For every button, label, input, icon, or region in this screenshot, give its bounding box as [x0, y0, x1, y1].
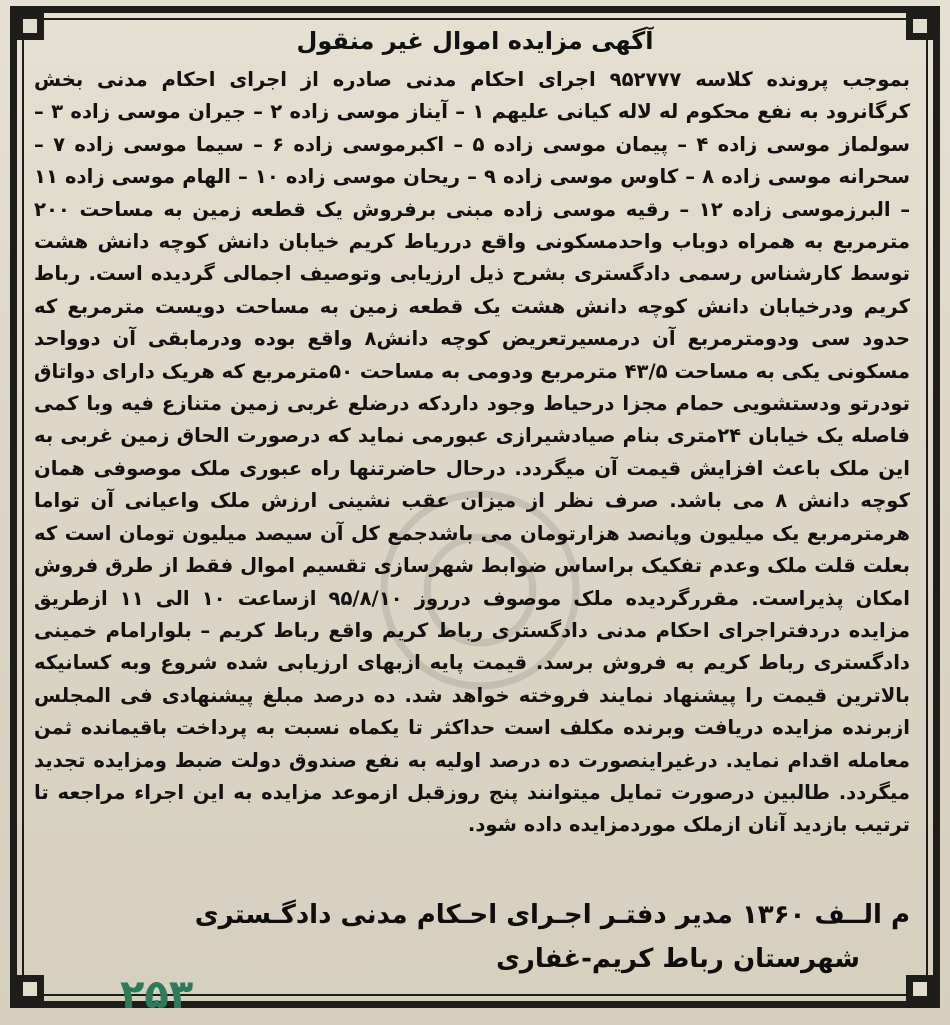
announcement-body: بموجب پرونده کلاسه ۹۵۲۷۷۷ اجرای احکام مدنی صادره از اجرای احکام مدنی بخش کرگانرود به نفع محکوم له لاله کیانی علیهم ۱ – آیناز موسی زاده ۲ – جیران موسی زاده ۳ – سولماز موسی زاده ۴ – پیمان موسی زاده ۵ – اکبرموسی زاده ۶ – سیما موسی زاده ۷ – سحرانه موسی زاده ۸ – کاوس موسی زاده ۹ – ریحان موسی زاده ۱۰ – الهام موسی زاده ۱۱ – البرزموسی زاده ۱۲ – رقیه موسی زاده مبنی برفروش یک قطعه زمین به مساحت ۲۰۰ مترمربع به همراه دوباب واحدمسکونی واقع درریاط کریم خیابان دانش کوچه دانش هشت توسط کارشناس رسمی دادگستری بشرح ذیل ارزیابی وتوصیف اجمالی گردیده است. رباط کریم ودرخیابان دانش کوچه دانش هشت یک قطعه زمین به مساحت دویست مترمربع که حدود سی ودومترمربع آن درمسیرتعریض کوچه دانش۸ واقع بوده ودرمابقی آن دوواحد مسکونی یکی به مساحت ۴۳/۵ مترمربع ودومی به مساحت ۵۰مترمربع که هریک دارای دواتاق تودرتو ودستشویی حمام مجزا درحیاط وجود داردکه درضلع غربی زمین متنازع فیه وبا کمی فاصله یک خیابان ۲۴متری بنام صیادشیرازی عبورمی نماید که درصورت الحاق زمین غربی به این ملک باعث افزایش قیمت آن میگردد. درحال حاضرتنها راه عبوری ملک موصوفی همان کوچه دانش ۸ می باشد. صرف نظر از میزان عقب نشینی ارزش ملک واعیانی آن تواما هرمترمربع یک میلیون وپانصد هزارتومان می باشدجمع کل آن سیصد میلیون تومان است که بعلت قلت ملک وعدم تفکیک براساس ضوابط شهرسازی تقسیم اموال فقط از طرق فروش امکان پذیراست. مقررگردیده ملک موصوف درروز ۹۵/۸/۱۰ ازساعت ۱۰ الی ۱۱ ازطریق مزایده دردفتراجرای احکام مدنی دادگستری رباط کریم واقع رباط کریم – بلوارامام خمینی دادگستری رباط کریم به فروش برسد. قیمت پایه ازبهای ارزیابی شده شروع وبه کسانیکه بالاترین قیمت را پیشنهاد نمایند فروخته خواهد شد. ده درصد مبلغ پیشنهادی فی المجلس ازبرنده مزایده دریافت وبرنده مکلف است حداکثر تا یکماه نسبت به پرداخت باقیمانده ثمن معامله اقدام نماید. درغیراینصورت ده درصد اولیه به نفع صندوق دولت ضبط ومزایده تجدید میگردد. طالبین درصورت تمایل میتوانند پنج روزقبل ازموعد مزایده به این اجراء مراجعه تا ترتیب بازدید آنان ازملک موردمزایده داده شود. [34, 68, 911, 837]
signature-block [40, 893, 910, 981]
signature-line-2: شهرستان رباط کریم-غفاری [496, 944, 860, 974]
signature-line-1: م الــف ۱۳۶۰ مدیر دفتـر اجـرای احـکام مدنی دادگـستری [194, 900, 910, 930]
announcement-title: آگهی مزایده اموال غیر منقول [296, 27, 654, 55]
handwritten-stamp: ۲۵۳ [120, 972, 194, 1018]
corner-ornament-bottom-right [906, 975, 934, 1003]
